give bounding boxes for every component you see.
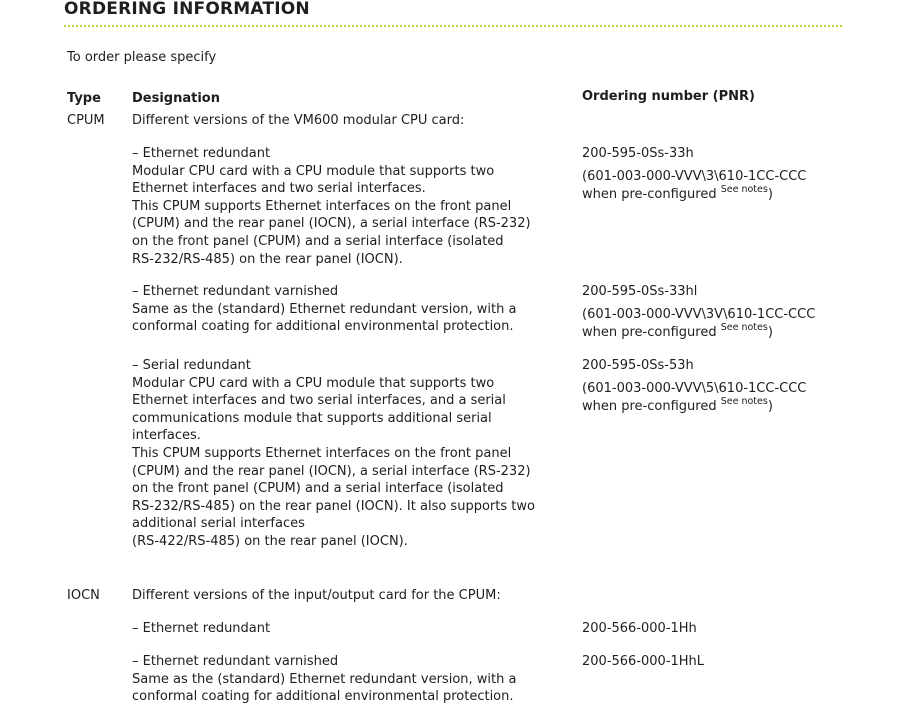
cpum-serial-pnr-preconfig: (601-003-000-VVV\5\610-1CC-CCC: [582, 381, 807, 396]
cpum-serial-desc-line: communications module that supports additional serial: [132, 410, 492, 426]
header-designation: Designation: [132, 91, 220, 106]
cpum-eth-preconfig-note: when pre-configured $^{See notes}$): [582, 183, 773, 202]
cpum-eth-desc-line: This CPUM supports Ethernet interfaces on the front panel: [132, 198, 512, 214]
cpum-eth-desc-line: Modular CPU card with a CPU module that supports two: [132, 163, 495, 179]
cpum-serial-pnr: 200-595-0Ss-53h: [582, 358, 694, 373]
cpum-serial-desc-line: additional serial interfaces: [132, 516, 305, 532]
see-notes-ref: See notes: [720, 395, 768, 407]
cpum-eth-desc-line: Ethernet interfaces and two serial interfaces.: [132, 181, 426, 197]
cpum-eth-desc-line: (CPUM) and the rear panel (IOCN), a serial interface (RS-232): [132, 216, 531, 232]
cpum-serial-preconfig-note: when pre-configured $^{See notes}$): [582, 395, 773, 414]
cpum-eth-desc-line: on the front panel (CPUM) and a serial interface (isolated: [132, 234, 504, 249]
iocn-eth-varnished-pnr: 200-566-000-1HhL: [582, 654, 705, 669]
header-pnr: Ordering number (PNR): [582, 89, 755, 104]
iocn-eth-title: – Ethernet redundant: [132, 621, 271, 636]
cpum-serial-desc-line: This CPUM supports Ethernet interfaces on the front panel: [132, 446, 512, 461]
cpum-eth-varnished-desc-line: Same as the (standard) Ethernet redundant version, with a: [132, 301, 517, 317]
cpum-eth-desc-line: RS-232/RS-485) on the rear panel (IOCN).: [132, 251, 403, 267]
see-notes-ref: See notes: [720, 321, 768, 333]
iocn-eth-varnished-title: – Ethernet redundant varnished: [132, 654, 339, 669]
cpum-eth-title: – Ethernet redundant: [132, 146, 271, 161]
cpum-serial-desc-line: (CPUM) and the rear panel (IOCN), a serial interface (RS-232): [132, 463, 531, 479]
cpum-eth-varnished-preconfig-note: when pre-configured $^{See notes}$): [582, 321, 773, 340]
section-divider: [64, 25, 842, 27]
iocn-eth-varnished-desc-line: Same as the (standard) Ethernet redundant version, with a: [132, 671, 517, 687]
cpum-eth-pnr-preconfig: (601-003-000-VVV\3\610-1CC-CCC: [582, 169, 807, 184]
iocn-description: Different versions of the input/output card for the CPUM:: [132, 588, 501, 603]
cpum-eth-varnished-desc-line: conformal coating for additional environmental protection.: [132, 319, 514, 335]
intro-text: To order please specify: [67, 50, 217, 65]
cpum-serial-desc-line: Ethernet interfaces and two serial interfaces, and a serial: [132, 393, 506, 409]
cpum-serial-desc-line: Modular CPU card with a CPU module that supports two: [132, 375, 495, 391]
header-type: Type: [67, 91, 101, 106]
cpum-description: Different versions of the VM600 modular CPU card:: [132, 113, 465, 128]
cpum-eth-varnished-title: – Ethernet redundant varnished: [132, 284, 339, 299]
cpum-serial-desc-line: on the front panel (CPUM) and a serial interface (isolated: [132, 481, 504, 497]
type-cpum: CPUM: [67, 113, 105, 128]
cpum-eth-pnr: 200-595-0Ss-33h: [582, 146, 694, 161]
section-title: ORDERING INFORMATION: [64, 0, 310, 19]
type-iocn: IOCN: [67, 588, 100, 603]
iocn-eth-varnished-desc-line: conformal coating for additional environmental protection.: [132, 689, 514, 705]
see-notes-ref: See notes: [720, 183, 768, 195]
cpum-serial-title: – Serial redundant: [132, 358, 251, 373]
cpum-serial-desc-line: interfaces.: [132, 428, 201, 444]
cpum-eth-varnished-pnr-preconfig: (601-003-000-VVV\3V\610-1CC-CCC: [582, 307, 816, 322]
cpum-serial-desc-line: RS-232/RS-485) on the rear panel (IOCN). It also supports two: [132, 498, 535, 514]
iocn-eth-pnr: 200-566-000-1Hh: [582, 621, 697, 636]
cpum-serial-desc-line: (RS-422/RS-485) on the rear panel (IOCN).: [132, 534, 408, 549]
cpum-eth-varnished-pnr: 200-595-0Ss-33hl: [582, 284, 698, 299]
